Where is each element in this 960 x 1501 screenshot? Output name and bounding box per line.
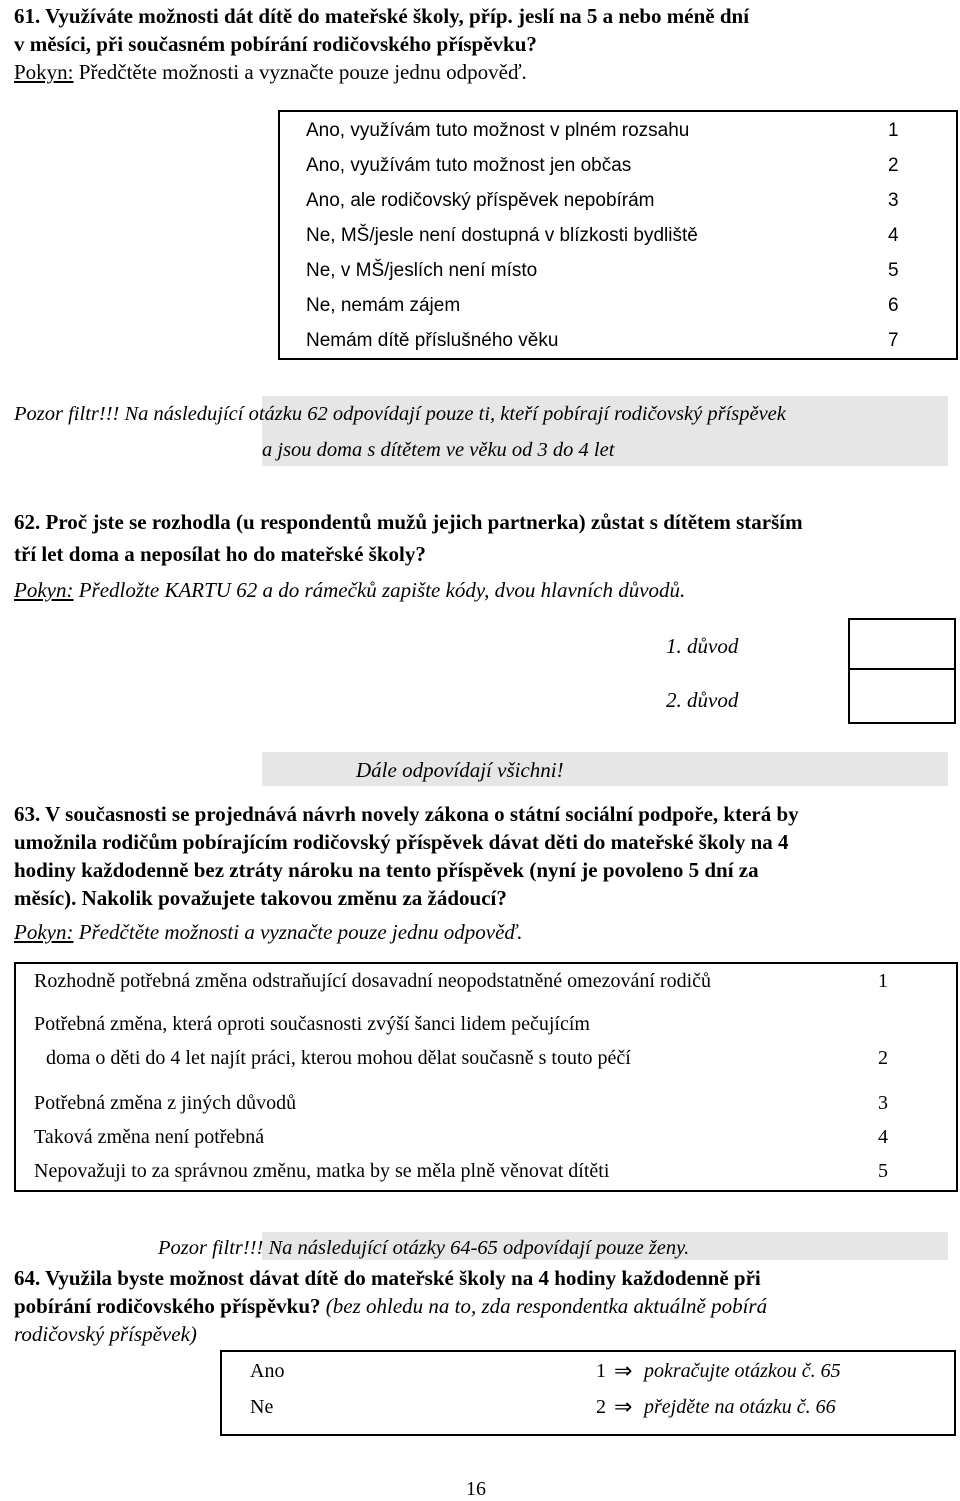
arrow-right-icon: ⇒ (614, 1394, 633, 1419)
q64-title-italic-part: (bez ohledu na to, zda respondentka aktuálně pobírá (320, 1294, 768, 1318)
q61-option-label[interactable]: Ne, v MŠ/jeslích není místo (306, 260, 538, 281)
q64-title-line1: 64. Využila byste možnost dávat dítě do mateřské školy na 4 hodiny každodenně při (14, 1266, 761, 1290)
q63-option-2-label-line2[interactable]: doma o děti do 4 let najít práci, kterou mohou dělat současně s touto péčí (46, 1047, 631, 1069)
q64-ano-note: pokračujte otázkou č. 65 (644, 1360, 841, 1382)
q63-option-2-label-line1[interactable]: Potřebná změna, která oproti současnosti zvýší šanci lidem pečujícím (34, 1013, 590, 1035)
q63-options-box (14, 962, 958, 1192)
q63-option-1-label[interactable]: Rozhodně potřebná změna odstraňující dosavadní neopodstatněné omezování rodičů (34, 970, 712, 992)
q61-instruction (14, 58, 527, 86)
reason1-input[interactable] (848, 618, 956, 670)
q61-title-line1: 61. Využíváte možnosti dát dítě do mateřské školy, příp. jeslí na 5 a nebo méně dní (14, 4, 750, 28)
q63-option-3-code[interactable]: 3 (878, 1092, 888, 1114)
q64-option-ano-code[interactable]: 1 (596, 1360, 606, 1382)
q63-option-4-code[interactable]: 4 (878, 1126, 888, 1148)
filter1-line1: Pozor filtr!!! Na následující otázku 62 odpovídají pouze ti, kteří pobírají rodičovský příspěvek (14, 403, 786, 425)
q64-title-bold-part: pobírání rodičovského příspěvku? (14, 1294, 321, 1318)
q61-title-line2: v měsíci, při současném pobírání rodičovského příspěvku? (14, 32, 537, 56)
q64-option-ne-code[interactable]: 2 (596, 1396, 606, 1418)
q61-option-label[interactable]: Ano, využívám tuto možnost jen občas (306, 155, 632, 176)
q63-title-line3: hodiny každodenně bez ztráty nároku na tento příspěvek (nyní je povoleno 5 dní za (14, 858, 759, 882)
q63-option-2-code[interactable]: 2 (878, 1047, 888, 1069)
q61-option-code[interactable]: 1 (888, 120, 899, 141)
q61-option-label[interactable]: Ne, nemám zájem (306, 295, 461, 316)
q61-option-code[interactable]: 6 (888, 295, 899, 316)
q64-ne-note: přejděte na otázku č. 66 (644, 1396, 836, 1418)
q62-instruction (14, 576, 685, 604)
q63-option-5-label[interactable]: Nepovažuji to za správnou změnu, matka by se měla plně věnovat dítěti (34, 1160, 610, 1182)
q63-option-5-code[interactable]: 5 (878, 1160, 888, 1182)
q64-title-line3: rodičovský příspěvek) (14, 1322, 197, 1346)
q64-title-line2 (14, 1292, 944, 1320)
pokyn-label: Pokyn: (14, 578, 74, 602)
q61-option-label[interactable]: Ano, využívám tuto možnost v plném rozsahu (306, 120, 690, 141)
pokyn-text: Předčtěte možnosti a vyznačte pouze jednu odpověď. (73, 920, 523, 944)
q61-option-label[interactable]: Nemám dítě příslušného věku (306, 330, 559, 351)
q63-option-3-label[interactable]: Potřebná změna z jiných důvodů (34, 1092, 297, 1114)
q61-option-code[interactable]: 3 (888, 190, 899, 211)
q61-option-label[interactable]: Ano, ale rodičovský příspěvek nepobírám (306, 190, 655, 211)
reason2-input[interactable] (848, 668, 956, 724)
q63-option-4-label[interactable]: Taková změna není potřebná (34, 1126, 265, 1148)
reason1-label: 1. důvod (666, 634, 739, 658)
q62-title-line2: tří let doma a neposílat ho do mateřské školy? (14, 542, 426, 566)
pokyn-text: Předložte KARTU 62 a do rámečků zapište kódy, dvou hlavních důvodů. (73, 578, 686, 602)
q61-option-code[interactable]: 4 (888, 225, 899, 246)
q61-option-label[interactable]: Ne, MŠ/jesle není dostupná v blízkosti bydliště (306, 225, 698, 246)
q61-option-code[interactable]: 5 (888, 260, 899, 281)
q63-title-line4: měsíc). Nakolik považujete takovou změnu za žádoucí? (14, 886, 507, 910)
q63-instruction (14, 918, 522, 946)
pokyn-text: Předčtěte možnosti a vyznačte pouze jednu odpověď. (73, 60, 527, 84)
q64-option-ano[interactable]: Ano (250, 1360, 285, 1382)
pokyn-label: Pokyn: (14, 920, 74, 944)
q63-title-line1: 63. V současnosti se projednává návrh novely zákona o státní sociální podpoře, která by (14, 802, 799, 826)
q64-option-ne[interactable]: Ne (250, 1396, 274, 1418)
q61-option-code[interactable]: 7 (888, 330, 899, 351)
q63-option-1-code[interactable]: 1 (878, 970, 888, 992)
q61-option-code[interactable]: 2 (888, 155, 899, 176)
filter1-line2: a jsou doma s dítětem ve věku od 3 do 4 let (262, 439, 615, 461)
q64-options-box (220, 1350, 956, 1436)
arrow-right-icon: ⇒ (614, 1358, 633, 1383)
pokyn-label: Pokyn: (14, 60, 74, 84)
all-answer-text: Dále odpovídají všichni! (356, 758, 564, 782)
reason2-label: 2. důvod (666, 688, 739, 712)
q62-title-line1: 62. Proč jste se rozhodla (u respondentů mužů jejich partnerka) zůstat s dítětem starším (14, 510, 803, 534)
page-number: 16 (466, 1478, 486, 1500)
q63-title-line2: umožnila rodičům pobírajícím rodičovský příspěvek dávat děti do mateřské školy na 4 (14, 830, 789, 854)
filter2-text: Pozor filtr!!! Na následující otázky 64-65 odpovídají pouze ženy. (158, 1237, 690, 1259)
